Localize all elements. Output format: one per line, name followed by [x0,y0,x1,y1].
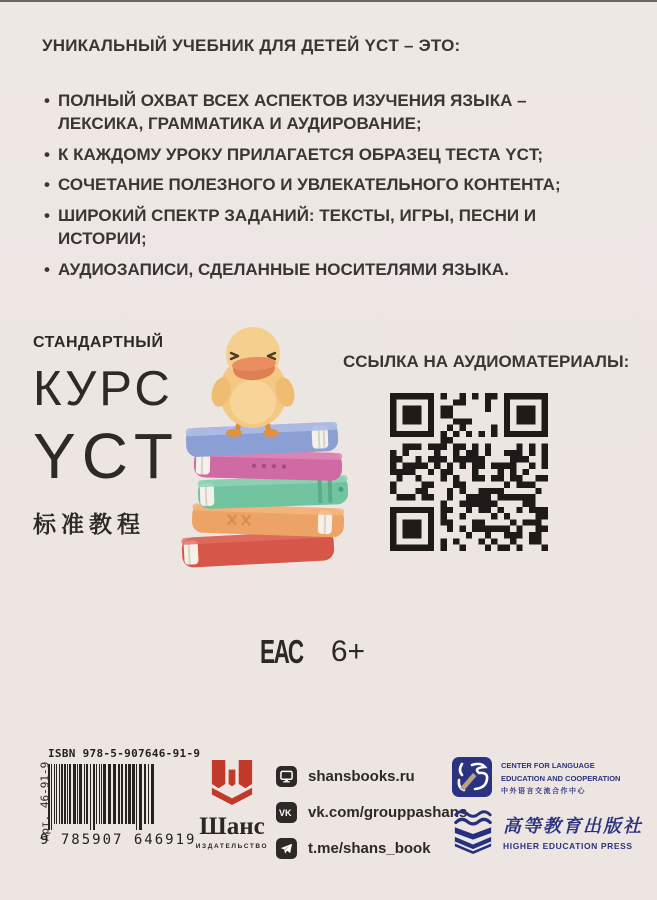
partner-logos-block [452,757,652,858]
clec-logo-icon [452,757,492,797]
link-label: shansbooks.ru [308,768,415,785]
hep-row [452,808,652,858]
course-title-cjk: 标准教程 [33,511,145,538]
audio-materials-label: ССЫЛКА НА АУДИОМАТЕРИАЛЫ: [343,352,630,371]
list-item: • АУДИОЗАПИСИ, СДЕЛАННЫЕ НОСИТЕЛЯМИ ЯЗЫКА. [42,258,597,281]
shans-logo-icon [209,760,255,806]
intro-section [42,36,597,288]
course-title-line: СТАНДАРТНЫЙ [33,334,164,351]
qr-code-pattern [390,393,548,551]
list-item: • ПОЛНЫЙ ОХВАТ ВСЕХ АСПЕКТОВ ИЗУЧЕНИЯ ЯЗЫКА – ЛЕКСИКА, ГРАММАТИКА И АУДИРОВАНИЕ; [42,89,597,136]
barcode-digits: 9 785907 646919 [40,832,197,848]
barcode [48,764,180,830]
course-title-line: КУРС [33,362,173,416]
list-item [276,802,467,823]
list-item: • К КАЖДОМУ УРОКУ ПРИЛАГАЕТСЯ ОБРАЗЕЦ ТЕСТА YCT; [42,143,597,166]
telegram-icon [276,838,297,859]
link-label: vk.com/grouppashans [308,804,468,821]
publisher-name: Шанс [199,813,265,840]
clec-name-line: EDUCATION AND COOPERATION [501,774,621,783]
age-rating: 6+ [330,635,366,668]
links-list [276,766,467,859]
hep-cjk-name: 高等教育出版社 [503,816,643,837]
course-title-block [33,334,179,539]
hep-logo-icon [452,808,494,858]
website-icon [276,766,297,787]
cover-top-edge [0,0,657,2]
publisher-subtitle: ИЗДАТЕЛЬСТВО [195,843,269,850]
duck-on-books-illustration [168,320,353,578]
list-item [276,766,467,787]
svg-text:VK: VK [279,807,292,818]
vk-icon [276,802,297,823]
intro-heading: УНИКАЛЬНЫЙ УЧЕБНИК ДЛЯ ДЕТЕЙ YCT – ЭТО: [42,36,461,55]
feature-list [42,89,597,281]
qr-code [390,393,548,551]
list-item: • СОЧЕТАНИЕ ПОЛЕЗНОГО И УВЛЕКАТЕЛЬНОГО КОНТЕНТА; [42,173,597,196]
barcode-block [30,747,201,848]
list-item: • ШИРОКИЙ СПЕКТР ЗАДАНИЙ: ТЕКСТЫ, ИГРЫ, ПЕСНИ И ИСТОРИИ; [42,204,597,251]
isbn-text: ISBN 978-5-907646-91-9 [48,747,201,760]
clec-row [452,757,652,797]
certification-row [260,633,365,671]
duck [209,327,298,437]
publisher-logo-block [194,760,270,850]
link-label: t.me/shans_book [308,840,431,857]
article-number: Арт. 46-91-9 [38,761,52,842]
list-item [276,838,467,859]
course-title-line: YCT [33,420,179,492]
eac-mark: ЕАС [260,633,303,670]
clec-cjk-name: 中外语言交流合作中心 [501,788,586,795]
clec-name-line: CENTER FOR LANGUAGE [501,761,595,770]
hep-name: HIGHER EDUCATION PRESS [503,841,633,851]
